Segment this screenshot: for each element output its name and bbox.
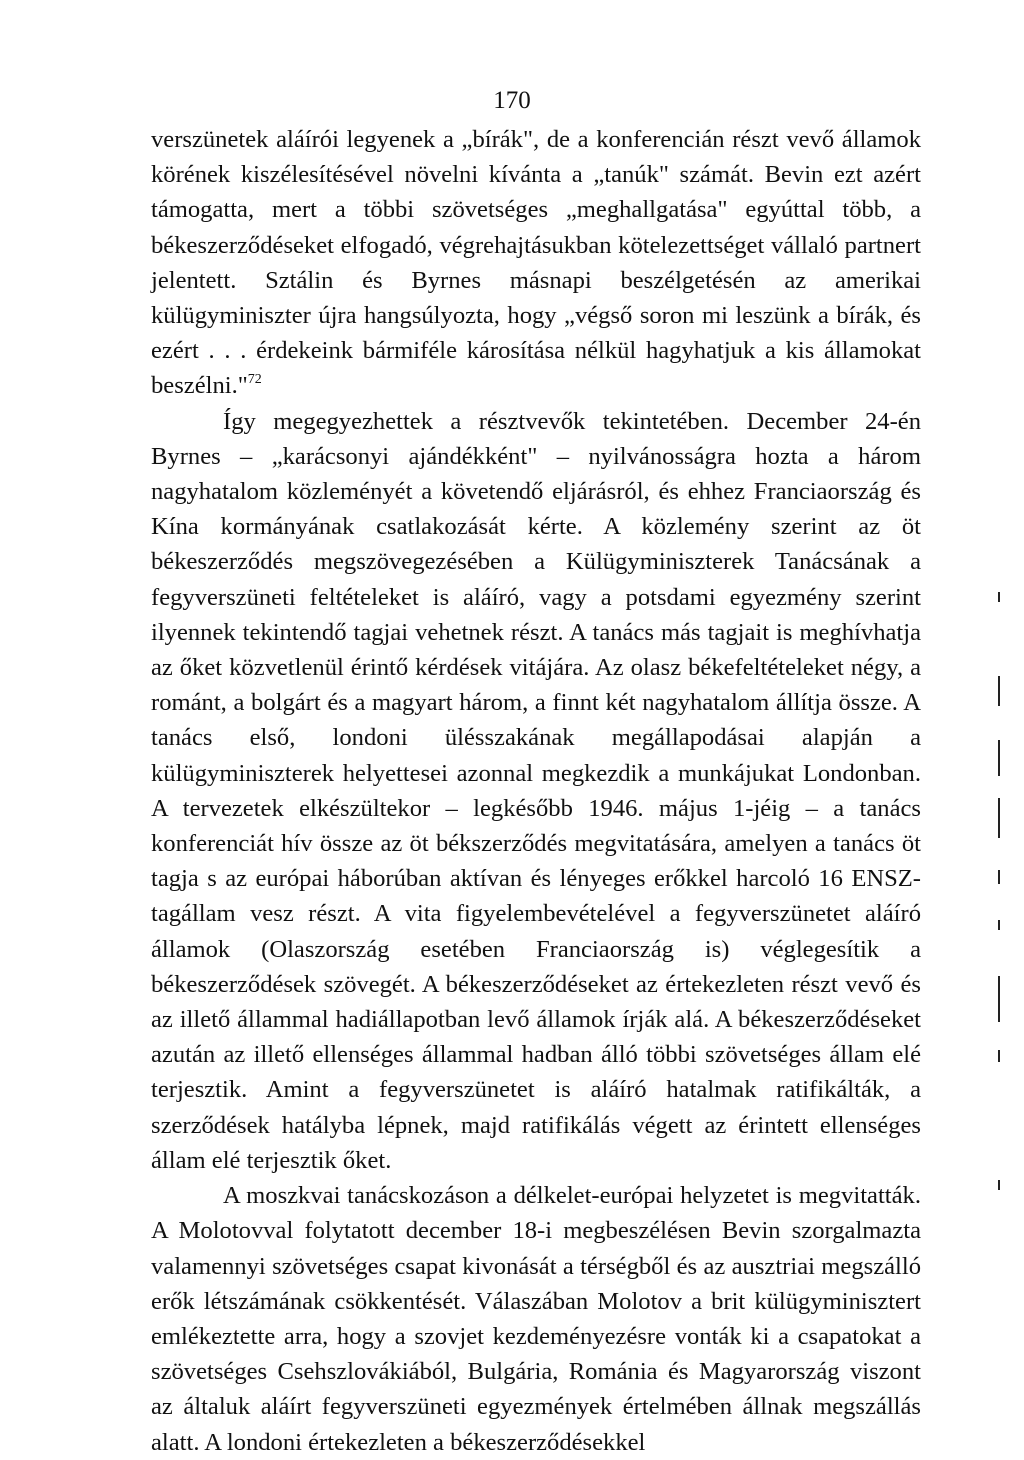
paragraph-2 [151, 404, 921, 1178]
scan-mark [998, 976, 1000, 1022]
margin-scan-marks [994, 580, 1006, 1200]
page-number: 170 [493, 87, 531, 114]
scan-mark [998, 740, 1000, 776]
paragraph-2-text: Így megegyezhettek a résztvevők tekintetében. December 24-én Byrnes – „karácsonyi ajándékként" – nyilvánosságra hozta a három nagyhatalom közleményét a követendő eljárásról, és ehhez Franciaország és Kína kormányának csatlakozását kérte. A közlemény szerint az öt békeszerződés megszövegezésében a Külügyminiszterek Tanácsának a fegyverszüneti feltételeket is aláíró, vagy a potsdami egyezmény szerint ilyennek tekintendő tagjai vehetnek részt. A tanács más tagjait is meghívhatja az őket közvetlenül érintő kérdések vitájára. Az olasz békefeltételeket négy, a románt, a bolgárt és a magyart három, a finnt két nagyhatalom állítja össze. A tanács első, londoni ülésszakának megállapodásai alapján a külügyminiszterek helyettesei azonnal megkezdik a munkájukat Londonban. A tervezetek elkészültekor – legkésőbb 1946. május 1-jéig – a tanács konferenciát hív össze az öt békszerződés megvitatására, amelyen a tanács öt tagja s az európai háborúban aktívan és lényeges erőkkel harcoló 16 ENSZ-tagállam vesz részt. A vita figyelembevételével a fegyverszünetet aláíró államok (Olaszország esetében Franciaország is) véglegesítik a békeszerződések szövegét. A békeszerződéseket az értekezleten részt vevő és az illető állammal hadiállapotban levő államok írják alá. A békeszerződéseket azután az illető ellenséges állammal hadban álló többi szövetséges állam elé terjesztik. Amint a fegyverszünetet is aláíró hatalmak ratifikálták, a szerződések hatályba lépnek, majd ratifikálás végett az érintett ellenséges állam elé terjesztik őket. [151, 407, 921, 1174]
paragraph-3 [151, 1178, 921, 1460]
scan-mark [998, 920, 1000, 930]
scan-mark [998, 676, 1000, 706]
scan-mark [998, 798, 1000, 838]
footnote-ref-72[interactable]: 72 [247, 372, 262, 388]
body-text [151, 122, 921, 1460]
scan-mark [998, 1050, 1000, 1062]
scan-mark [998, 1180, 1000, 1190]
paragraph-1-text: verszünetek aláírói legyenek a „bírák", de a konferencián részt vevő államok körének kiszélesítésével növelni kívánta a „tanúk" számát. Bevin ezt azért támogatta, mert a többi szövetséges „meghallgatása" egyúttal több, a békeszerződéseket elfogadó, végrehajtásukban kötelezettséget vállaló partnert jelentett. Sztálin és Byrnes másnapi beszélgetésén az amerikai külügyminiszter újra hangsúlyozta, hogy „végső soron mi leszünk a bírák, és ezért . . . érdekeink bármiféle károsítása nélkül hagyhatjuk a kis államokat beszélni." [151, 126, 921, 400]
paragraph-1 [151, 122, 921, 404]
scan-mark [998, 870, 1000, 884]
paragraph-3-text: A moszkvai tanácskozáson a délkelet-európai helyzetet is megvitatták. A Molotovval folytatott december 18-i megbeszélésen Bevin szorgalmazta valamennyi szövetséges csapat kivonását a térségből és az ausztriai megszálló erők létszámának csökkentését. Válaszában Molotov a brit külügyminisztert emlékeztette arra, hogy a szovjet kezdeményezésre vonták ki a csapatokat a szövetséges Csehszlovákiából, Bulgária, Románia és Magyarország viszont az általuk aláírt fegyverszüneti egyezmények értelmében állnak megszállás alatt. A londoni értekezleten a békeszerződésekkel [151, 1182, 921, 1456]
scan-mark [998, 592, 1000, 602]
